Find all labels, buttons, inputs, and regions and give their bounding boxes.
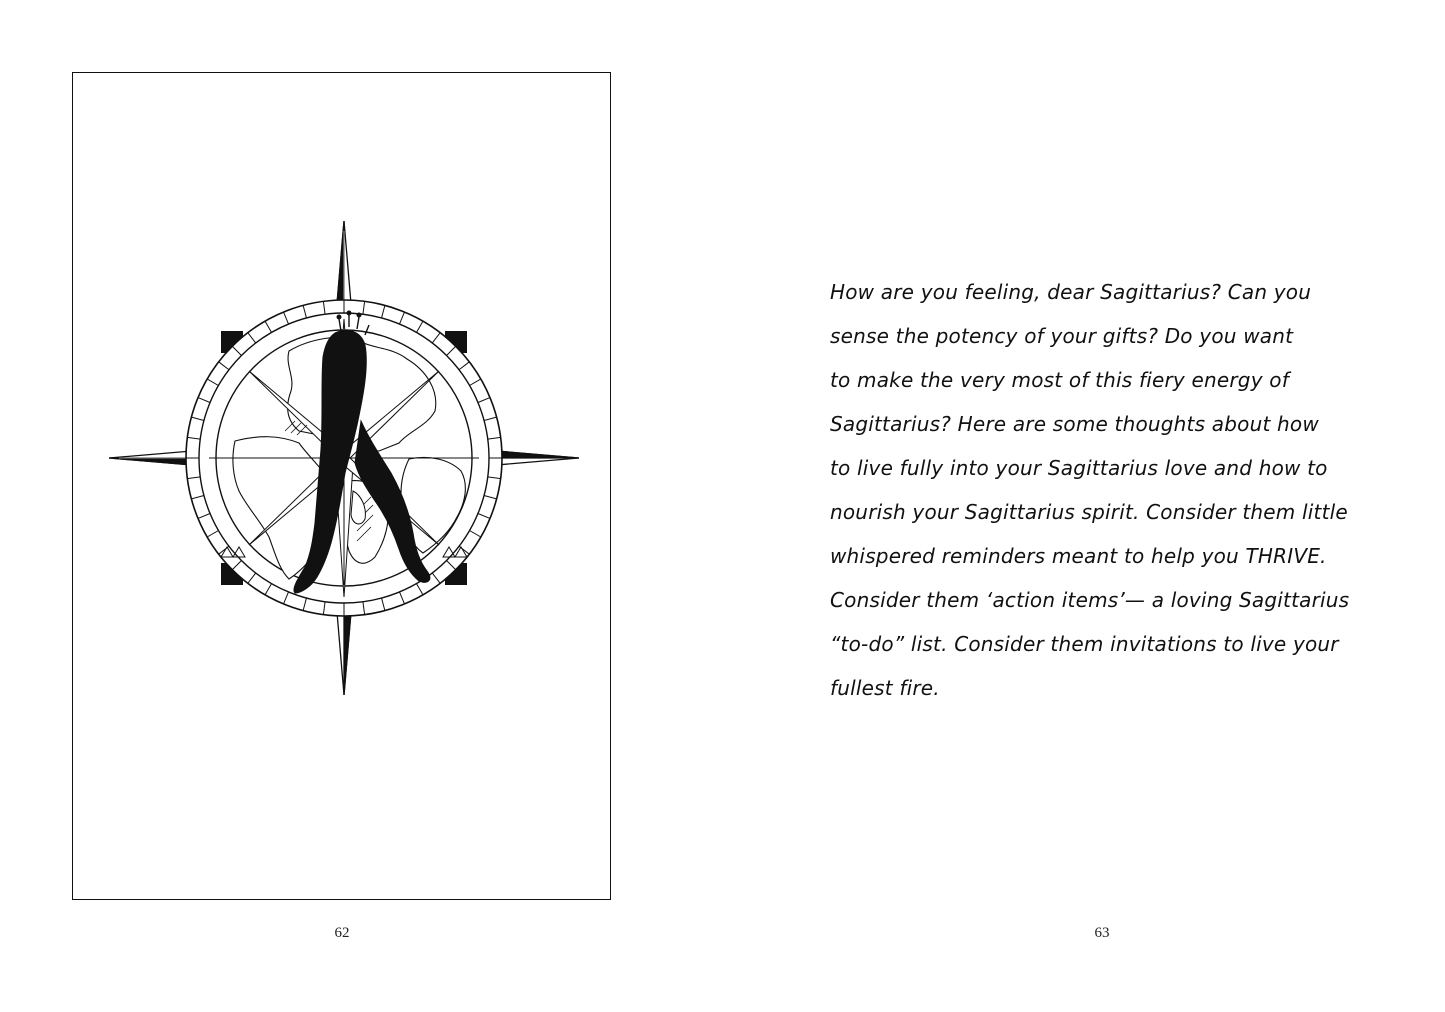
body-line: to live fully into your Sagittarius love and how to xyxy=(830,456,1328,480)
page-number-right: 63 xyxy=(1094,925,1110,941)
compass-rose-illustration xyxy=(109,221,579,695)
body-line: How are you feeling, dear Sagittarius? Can you xyxy=(830,280,1312,304)
body-line: Sagittarius? Here are some thoughts about how xyxy=(830,412,1319,436)
body-line: to make the very most of this fiery energy of xyxy=(830,368,1289,392)
body-line: nourish your Sagittarius spirit. Consider them little xyxy=(830,500,1348,524)
body-line: Consider them ‘action items’— a loving Sagittarius xyxy=(830,588,1350,612)
left-page xyxy=(0,0,722,1012)
body-line: fullest fire. xyxy=(830,676,940,700)
right-page xyxy=(722,0,1445,1012)
body-paragraph xyxy=(830,270,1390,710)
illustration-frame xyxy=(72,72,611,900)
body-line: “to-do” list. Consider them invitations to live your xyxy=(830,632,1339,656)
page-number-left: 62 xyxy=(334,925,350,941)
body-line: sense the potency of your gifts? Do you want xyxy=(830,324,1294,348)
body-line: whispered reminders meant to help you THRIVE. xyxy=(830,544,1327,568)
